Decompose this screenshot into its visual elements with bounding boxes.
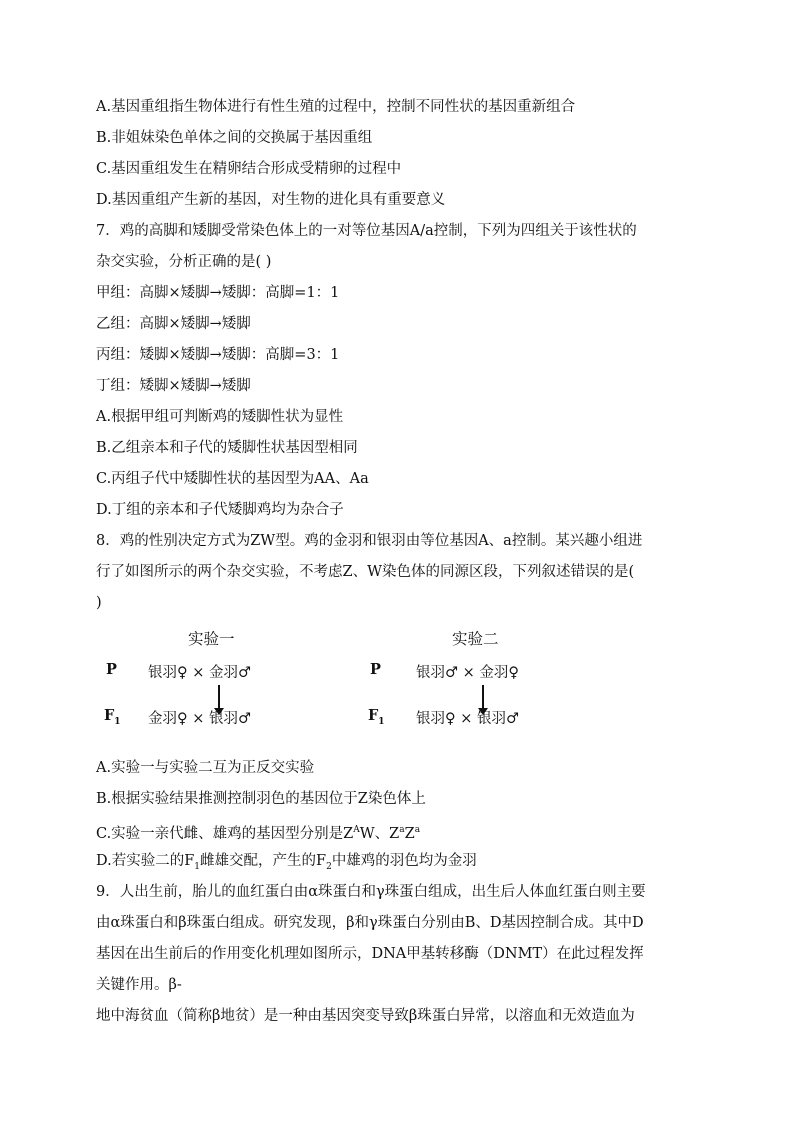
q8-option-d: D.若实验二的$F_1$雌雄交配，产生的$F_2$中雄鸡的羽色均为金羽 bbox=[96, 853, 477, 872]
q6-option-d: D.基因重组产生新的基因，对生物的进化具有重要意义 bbox=[96, 192, 446, 208]
exp2-offspring: 银羽♀ × 银羽♂ bbox=[416, 711, 519, 727]
q8-option-b: B.根据实验结果推测控制羽色的基因位于Z染色体上 bbox=[96, 791, 426, 807]
q9-line1: 9．人出生前，胎儿的血红蛋白由α珠蛋白和γ珠蛋白组成，出生后人体血红蛋白则主要 bbox=[96, 884, 646, 900]
q7-group-ding: 丁组：矮脚×矮脚→矮脚 bbox=[96, 378, 251, 394]
q7-option-c: C.丙组子代中矮脚性状的基因型为AA、Aa bbox=[96, 471, 369, 487]
q6-option-c: C.基因重组发生在精卵结合形成受精卵的过程中 bbox=[96, 161, 402, 177]
q6-option-a: A.基因重组指生物体进行有性生殖的过程中，控制不同性状的基因重新组合 bbox=[96, 99, 576, 115]
exp2-parents: 银羽♂ × 金羽♀ bbox=[416, 665, 519, 681]
cross-diagram bbox=[96, 625, 706, 749]
exp1-arrow-icon bbox=[218, 685, 220, 709]
q8-stem-line1: 8．鸡的性别决定方式为ZW型。鸡的金羽和银羽由等位基因A、a控制。某兴趣小组进 bbox=[96, 533, 643, 549]
q6-option-b: B.非姐妹染色单体之间的交换属于基因重组 bbox=[96, 130, 373, 146]
q7-group-jia: 甲组：高脚×矮脚→矮脚：高脚=1：1 bbox=[96, 285, 340, 301]
q9-line4: 关键作用。β- bbox=[96, 977, 182, 993]
exp2-f1-label: $F_1$ bbox=[368, 707, 385, 727]
exp1-parents: 银羽♀ × 金羽♂ bbox=[148, 665, 251, 681]
q8-option-c: C.实验一亲代雌、雄鸡的基因型分别是$Z^AW$、$Z^aZ^a$ bbox=[96, 825, 421, 842]
exp1-p-label: P bbox=[106, 661, 117, 678]
exp2-title: 实验二 bbox=[452, 630, 499, 648]
q7-option-d: D.丁组的亲本和子代矮脚鸡均为杂合子 bbox=[96, 502, 344, 518]
q8-stem-line3: ) bbox=[96, 595, 102, 611]
q7-option-a: A.根据甲组可判断鸡的矮脚性状为显性 bbox=[96, 409, 344, 425]
q9-line5: 地中海贫血（简称β地贫）是一种由基因突变导致β珠蛋白异常，以溶血和无效造血为 bbox=[96, 1008, 635, 1024]
q7-option-b: B.乙组亲本和子代的矮脚性状基因型相同 bbox=[96, 440, 358, 456]
q7-group-yi: 乙组：高脚×矮脚→矮脚 bbox=[96, 316, 251, 332]
document-page bbox=[96, 92, 706, 1032]
exp1-title: 实验一 bbox=[188, 630, 235, 648]
exp2-p-label: P bbox=[370, 661, 381, 678]
q7-group-bing: 丙组：矮脚×矮脚→矮脚：高脚=3：1 bbox=[96, 347, 340, 363]
q9-line3: 基因在出生前后的作用变化机理如图所示，DNA甲基转移酶（DNMT）在此过程发挥 bbox=[96, 946, 644, 962]
q9-line2: 由α珠蛋白和β珠蛋白组成。研究发现，β和γ珠蛋白分别由B、D基因控制合成。其中D bbox=[96, 915, 644, 931]
q8-stem-line2: 行了如图所示的两个杂交实验，不考虑Z、W染色体的同源区段，下列叙述错误的是( bbox=[96, 564, 635, 580]
exp1-offspring: 金羽♀ × 银羽♂ bbox=[148, 711, 251, 727]
q7-stem-line2: 杂交实验，分析正确的是( ) bbox=[96, 254, 272, 270]
exp2-arrow-icon bbox=[482, 685, 484, 709]
q7-stem-line1: 7．鸡的高脚和矮脚受常染色体上的一对等位基因A/a控制，下列为四组关于该性状的 bbox=[96, 223, 637, 239]
q8-option-a: A.实验一与实验二互为正反交实验 bbox=[96, 760, 315, 776]
exp1-f1-label: $F_1$ bbox=[104, 707, 121, 727]
